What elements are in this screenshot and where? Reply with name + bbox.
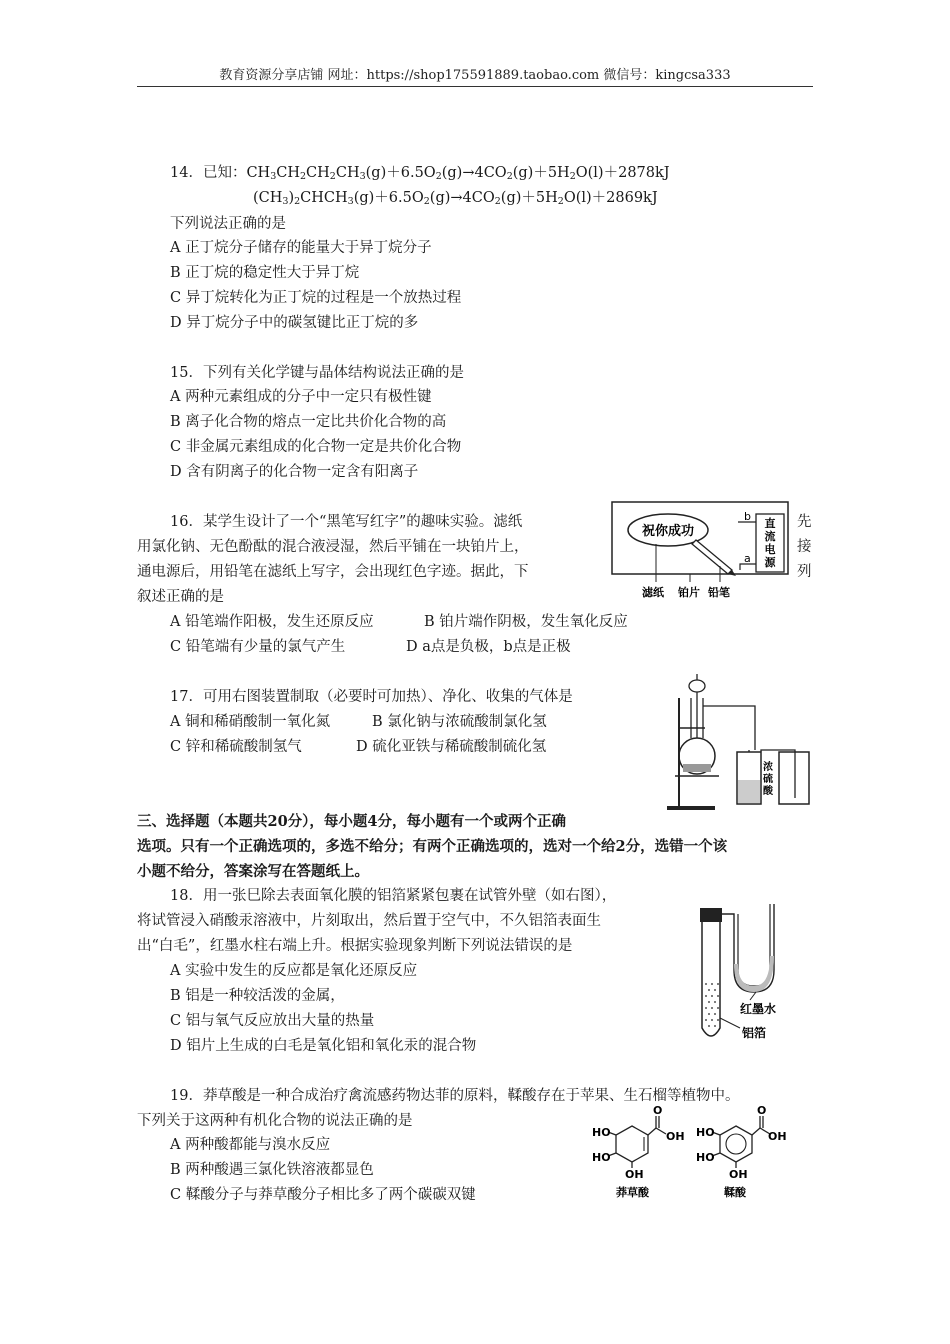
q18-option-c: C 铝与氧气反应放出大量的热量 (170, 1013, 375, 1029)
q18-option-a: A 实验中发生的反应都是氧化还原反应 (170, 963, 418, 979)
q15-option-c: C 非金属元素组成的化合物一定是共价化合物 (170, 439, 462, 455)
q19-option-b: B 两种酸遇三氯化铁溶液都显色 (170, 1162, 374, 1178)
q16-line-1: 16．某学生设计了一个“黑笔写红字”的趣味实验。滤纸 (170, 514, 523, 530)
u-tube-inner (738, 904, 770, 986)
shikimic-oh-bottom: OH (625, 1168, 644, 1181)
writing-text: 祝你成功 (641, 524, 695, 539)
header-rule (137, 86, 813, 87)
shikimic-ho-1: HO (592, 1126, 611, 1139)
q14-equation-1: 14．已知：$CH_3CH_2CH_2CH_3(g)+6.5O_2(g)\to 4CO_2(g)+5H_2O(l)+2878kJ$ (170, 165, 670, 182)
section3-line-2: 选项。只有一个正确选项的，多选不给分；有两个正确选项的，选对一个给2分，选错一个该 (137, 838, 728, 855)
test-tube (702, 922, 720, 1036)
q14-option-c: C 异丁烷转化为正丁烷的过程是一个放热过程 (170, 290, 462, 306)
label-filter-paper: 滤纸 (642, 586, 664, 599)
q17-stem: 17．可用右图装置制取（必要时可加热）、净化、收集的气体是 (170, 689, 573, 705)
acid-char-1: 浓 (763, 762, 773, 773)
q19-line-1: 19．莽草酸是一种合成治疗禽流感药物达菲的原料，鞣酸存在于苹果、生石榴等植物中。 (170, 1088, 740, 1104)
gallic-o: O (757, 1104, 767, 1117)
dropping-funnel (689, 680, 705, 692)
gallic-acid-structure (712, 1116, 770, 1168)
rubber-stopper (700, 908, 722, 922)
acid-char-3: 酸 (763, 786, 773, 797)
page-header: 教育资源分享店铺 网址：https://shop175591889.taobao.com 微信号：kingcsa333 (219, 68, 731, 83)
shikimic-ho-2: HO (592, 1151, 611, 1164)
collection-bottle (779, 752, 809, 804)
gallic-ho-2: HO (696, 1151, 715, 1164)
q18-option-b: B 铝是一种较活泼的金属， (170, 988, 345, 1004)
q16-line-2: 用氯化钠、无色酚酞的混合液浸湿，然后平铺在一块铂片上， (137, 539, 529, 555)
q16-line-3: 通电源后，用铅笔在滤纸上写字，会出现红色字迹。据此，下 (137, 564, 529, 580)
q16-electrolysis-figure (608, 500, 794, 604)
q14-option-d: D 异丁烷分子中的碳氢键比正丁烷的多 (170, 315, 419, 331)
wash-bottle-liquid (738, 780, 760, 803)
q19-option-c: C 鞣酸分子与莽草酸分子相比多了两个碳碳双键 (170, 1187, 476, 1203)
q19-line-2: 下列关于这两种有机化合物的说法正确的是 (137, 1113, 413, 1129)
stand-base (667, 806, 715, 810)
q14-option-b: B 正丁烷的稳定性大于异丁烷 (170, 265, 360, 281)
q15-option-d: D 含有阴离子的化合物一定含有阳离子 (170, 464, 419, 480)
q16-right-char-3: 列 (797, 564, 812, 580)
q15-option-b: B 离子化合物的熔点一定比共价化合物的高 (170, 414, 447, 430)
q18-test-tube-figure (690, 900, 810, 1050)
q14-option-a: A 正丁烷分子储存的能量大于异丁烷分子 (170, 240, 432, 256)
gallic-cooh-oh: OH (768, 1130, 787, 1143)
pencil (692, 540, 732, 574)
foil-label-line (720, 1018, 740, 1028)
gallic-ho-1: HO (696, 1126, 715, 1139)
q16-option-c: C 铅笔端有少量的氯气产生 (170, 639, 346, 655)
label-gallic-acid: 鞣酸 (724, 1186, 746, 1199)
label-platinum: 铂片 (678, 586, 700, 599)
q16-right-char-2: 接 (797, 539, 812, 555)
point-b-label: b (744, 510, 751, 523)
q17-option-d: D 硫化亚铁与稀硫酸制硫化氢 (356, 739, 547, 755)
source-char-1: 直 (764, 517, 776, 530)
source-char-3: 电 (764, 543, 776, 556)
q14-equation-2: $(CH_3)_2CHCH_3(g)+6.5O_2(g)\to 4CO_2(g)+5H_2O(l)+2869kJ$ (253, 190, 658, 207)
section3-line-3: 小题不给分，答案涂写在答题纸上。 (137, 863, 369, 880)
source-char-4: 源 (764, 556, 776, 569)
section3-line-1: 三、选择题（本题共20分），每小题4分，每小题有一个或两个正确 (137, 813, 567, 830)
aluminum-foil-dots (705, 983, 719, 1027)
q16-right-char-1: 先 (797, 514, 812, 530)
q19-option-a: A 两种酸都能与溴水反应 (170, 1137, 331, 1153)
q19-structures-figure (592, 1104, 792, 1204)
q17-option-a: A 铜和稀硝酸制一氧化氮 (170, 714, 331, 730)
shikimic-cooh-oh: OH (666, 1130, 685, 1143)
label-red-ink: 红墨水 (740, 1002, 777, 1016)
label-pencil: 铅笔 (708, 586, 730, 599)
q14-stem: 下列说法正确的是 (170, 216, 286, 232)
q17-apparatus-figure (665, 668, 815, 813)
q16-option-a: A 铅笔端作阳极，发生还原反应 (170, 614, 374, 630)
q15-stem: 15．下列有关化学键与晶体结构说法正确的是 (170, 365, 464, 381)
q17-option-b: B 氯化钠与浓硫酸制氯化氢 (372, 714, 547, 730)
source-char-2: 流 (764, 530, 776, 543)
point-a-label: a (744, 552, 751, 565)
q18-line-1: 18．用一张巳除去表面氧化膜的铝箔紧紧包裹在试管外壁（如右图）， (170, 888, 617, 904)
q17-option-c: C 锌和稀硫酸制氢气 (170, 739, 302, 755)
q16-line-4: 叙述正确的是 (137, 589, 224, 605)
q16-option-d: D a点是负极，b点是正极 (406, 639, 571, 655)
gallic-oh-bottom: OH (729, 1168, 748, 1181)
acid-char-2: 硫 (763, 774, 773, 785)
flask-contents (683, 764, 711, 772)
q15-option-a: A 两种元素组成的分子中一定只有极性键 (170, 389, 432, 405)
q18-option-d: D 铝片上生成的白毛是氧化铝和氧化汞的混合物 (170, 1038, 477, 1054)
q16-option-b: B 铂片端作阴极，发生氧化反应 (424, 614, 628, 630)
shikimic-o: O (653, 1104, 663, 1117)
label-aluminum-foil: 铝箔 (742, 1026, 767, 1040)
shikimic-acid-structure (608, 1116, 666, 1168)
q18-line-2: 将试管浸入硝酸汞溶液中，片刻取出，然后置于空气中，不久铝箔表面生 (137, 913, 601, 929)
label-shikimic-acid: 莽草酸 (616, 1186, 649, 1199)
ink-label-line (750, 992, 756, 1000)
q18-line-3: 出“白毛”，红墨水柱右端上升。根据实验现象判断下列说法错误的是 (137, 938, 573, 954)
